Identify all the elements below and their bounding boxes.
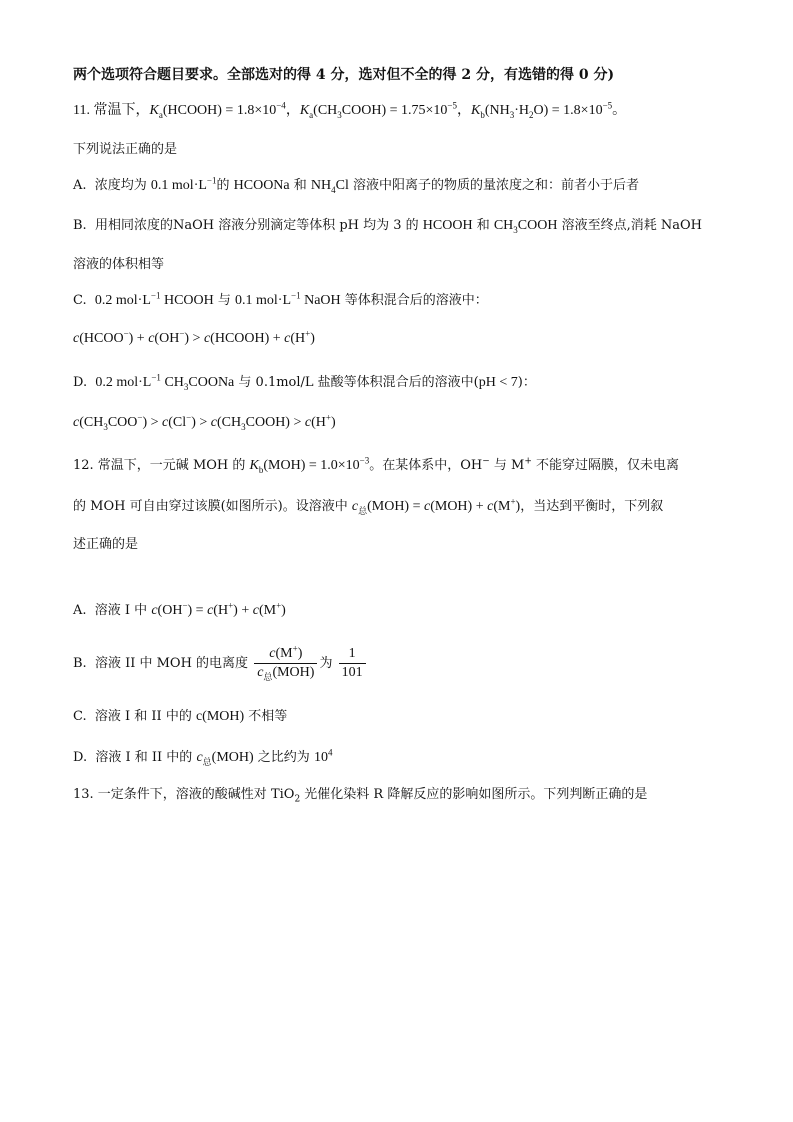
q12-option-c: C. 溶液 I 和 II 中的 c(MOH) 不相等	[73, 709, 288, 724]
q11-option-c-equation: c(HCOO−) + c(OH−) > c(HCOOH) + c(H+)	[73, 328, 315, 346]
q11-option-d-equation: $c(CH_3COO^-) > c(Cl^-)$ > $c(CH_3COOH) > c(H^+)$	[73, 412, 336, 432]
ionization-fraction: $\frac{c(M^+)}{c_总(MOH)}$	[254, 646, 317, 681]
q11-option-a: A. 浓度均为 0.1 $mol\cdot L^{-1}$的 HCOONa 和 $NH_4Cl$ 溶液中阳离子的物质的量浓度之和：前者小于后者	[73, 175, 640, 195]
q12-option-d: D. 溶液 I 和 II 中的 $c_总(MOH)$ 之比约为 $10^4$	[73, 747, 333, 767]
q11-stem-2: 下列说法正确的是	[73, 142, 178, 157]
q11-option-b: B. 用相同浓度的NaOH 溶液分别滴定等体积 pH 均为 3 的 HCOOH 和 $CH_3COOH$ 溶液至终点,消耗 NaOH	[73, 218, 702, 235]
q13-stem: 13. 一定条件下，溶液的酸碱性对 TiO$_2$ 光催化染料 R 降解反应的影响如图所示。下列判断正确的是	[73, 787, 648, 805]
q11-option-b-cont: 溶液的体积相等	[73, 257, 165, 272]
q12-stem-2: 的 MOH 可自由穿过该膜(如图所示)。设溶液中 $c_总(MOH) = c(MOH) + c(M^+)$，当达到平衡时，下列叙	[73, 496, 664, 516]
q12-option-a: A. 溶液 I 中 c(OH−) = c(H+) + c(M+)	[73, 600, 286, 618]
q11-option-c: C. 0.2 $mol\cdot L^{-1}$ HCOOH 与 0.1 $mol\cdot L^{-1}$ NaOH 等体积混合后的溶液中：	[73, 290, 488, 308]
q12-option-b: B. 溶液 II 中 MOH 的电离度 $\frac{c(M^+)}{c_总(MOH)}$ 为 $\frac{1}{101}$	[73, 646, 368, 682]
instructions-line	[73, 65, 614, 85]
instructions-text: 两个选项符合题目要求。全部选对的得 4 分，选对但不全的得 2 分，有选错的得 0 分)	[73, 67, 615, 83]
q12-stem: 12. 常温下，一元碱 MOH 的 $K_b(MOH) = 1.0\times 10^{-3}$。在某体系中，OH− 与 M+ 不能穿过隔膜，仅未电离	[73, 455, 680, 475]
ratio-fraction: $\frac{1}{101}$	[339, 646, 366, 681]
q12-stem-3: 述正确的是	[73, 537, 139, 552]
q11-stem: 11. 常温下，$K_a(HCOOH) = 1.8\times 10^{-4}$，$K_a(CH_3COOH) = 1.75\times 10^{-5}$，$K_b(NH_3\cdot H_2O) = 1.8\times 10^{-5}$。	[73, 100, 627, 120]
q11-option-d: D. 0.2 $mol\cdot L^{-1}$ $CH_3COONa$ 与 0.1mol/L 盐酸等体积混合后的溶液中(pH < 7)：	[73, 372, 536, 392]
